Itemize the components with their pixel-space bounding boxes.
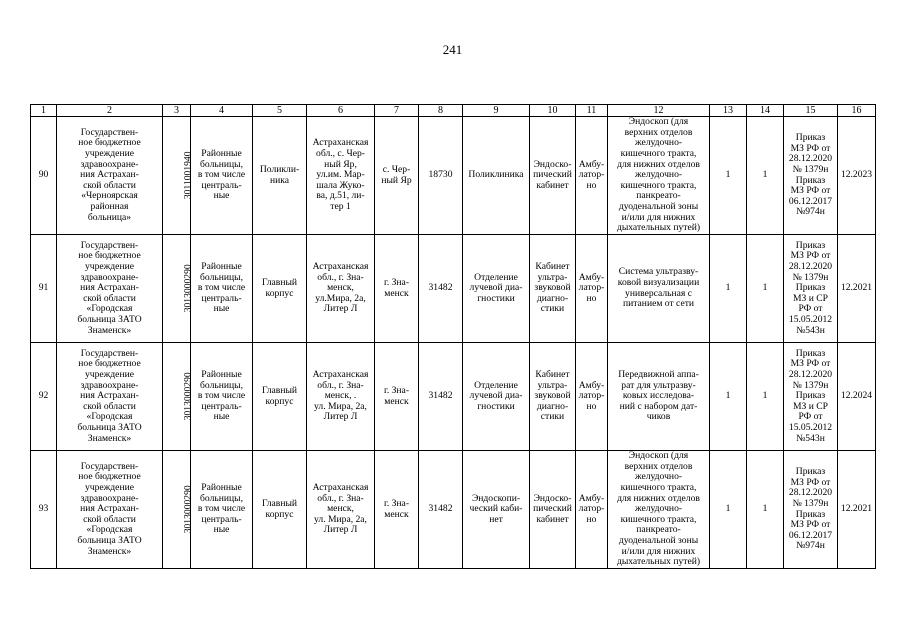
- text-line: больница ЗАТО: [77, 534, 142, 546]
- text-line: латор-: [578, 169, 605, 181]
- text-line: г. Зна-: [383, 384, 410, 396]
- facility-type: [191, 343, 253, 451]
- text-line: обл., г. Зна-: [317, 271, 364, 283]
- text-line: здравоохране-: [80, 158, 139, 170]
- care-conditions: [576, 343, 608, 451]
- text-line: Приказ: [795, 239, 826, 251]
- locality: [375, 343, 419, 451]
- text-line: диагно-: [536, 292, 569, 304]
- text-line: гностики: [477, 400, 515, 412]
- text-line: централь-: [201, 400, 242, 412]
- text-line: Государствен-: [80, 239, 139, 251]
- text-line: централь-: [201, 513, 242, 525]
- text-line: Передвижной аппа-: [618, 369, 699, 381]
- organization-code: 3013000290: [163, 343, 191, 451]
- text-line: централь-: [201, 292, 242, 304]
- text-line: диагно-: [536, 400, 569, 412]
- text-line: верхних отделов: [624, 126, 693, 138]
- delivery-date: 12.2021: [838, 451, 876, 569]
- quantity-13: 1: [710, 117, 747, 235]
- text-line: и/или для нижних: [621, 211, 696, 223]
- text-line: Приказ: [795, 132, 826, 144]
- index-code: 31482: [419, 235, 463, 343]
- column-header: 14: [747, 105, 784, 117]
- text-line: 06.12.2017: [788, 529, 833, 541]
- text-line: латор-: [578, 390, 605, 402]
- text-line: для нижних отделов: [617, 158, 700, 170]
- organization-name: [57, 235, 163, 343]
- equipment: [608, 117, 710, 235]
- text-line: Отделение: [474, 271, 518, 283]
- column-header: 4: [191, 105, 253, 117]
- row-number: 93: [31, 451, 57, 569]
- text-line: гностики: [477, 292, 515, 304]
- text-line: 15.05.2012: [788, 313, 833, 325]
- organization-name: [57, 343, 163, 451]
- text-line: ные: [213, 190, 230, 202]
- text-line: 28.12.2020: [788, 487, 833, 499]
- text-line: больницы,: [200, 158, 243, 170]
- text-line: 28.12.2020: [788, 369, 833, 381]
- facility-type: [191, 235, 253, 343]
- text-line: желудочно-: [634, 137, 683, 149]
- column-header: 6: [307, 105, 375, 117]
- text-line: шала Жуко-: [316, 179, 365, 191]
- text-line: Астраханская: [312, 137, 369, 149]
- text-line: Система ультразву-: [618, 266, 699, 278]
- text-line: Отделение: [474, 379, 518, 391]
- text-line: лучевой диа-: [469, 390, 523, 402]
- text-line: ний с набором дат-: [619, 400, 698, 412]
- organization-code: 3011001940: [163, 117, 191, 235]
- text-line: № 1379н: [792, 163, 829, 175]
- text-line: дуоденальной зоны: [618, 200, 699, 212]
- text-line: здравоохране-: [80, 271, 139, 283]
- delivery-date: 12.2024: [838, 343, 876, 451]
- text-line: ное бюджетное: [78, 137, 141, 149]
- text-line: МЗ РФ от: [790, 519, 831, 531]
- text-line: Поликли-: [259, 163, 300, 175]
- text-line: РФ от: [798, 411, 823, 423]
- text-line: ул.им. Мар-: [316, 169, 365, 181]
- text-line: менск: [384, 395, 409, 407]
- index-code: 31482: [419, 451, 463, 569]
- text-line: ской области: [83, 400, 136, 412]
- text-line: Астраханская: [312, 261, 369, 273]
- text-line: Приказ: [795, 390, 826, 402]
- text-line: Литер Л: [323, 411, 358, 423]
- text-line: РФ от: [798, 303, 823, 315]
- text-line: Государствен-: [80, 347, 139, 359]
- text-line: ния Астрахан-: [80, 390, 139, 402]
- text-line: №543н: [796, 432, 825, 444]
- text-line: учреждение: [85, 261, 134, 273]
- text-line: учреждение: [85, 148, 134, 160]
- text-line: латор-: [578, 503, 605, 515]
- text-line: Государствен-: [80, 126, 139, 138]
- text-line: желудочно-: [634, 169, 683, 181]
- text-line: Знаменск»: [87, 545, 132, 557]
- text-line: дуоденальной зоны: [618, 534, 699, 546]
- text-line: корпус: [265, 287, 294, 299]
- text-line: кишечного тракта,: [620, 179, 697, 191]
- quantity-13: 1: [710, 343, 747, 451]
- organization-code: 3013000290: [163, 451, 191, 569]
- text-line: Приказ: [795, 508, 826, 520]
- text-line: верхних отделов: [624, 460, 693, 472]
- organization-name: [57, 117, 163, 235]
- text-line: ул. Мира, 2а,: [314, 513, 367, 525]
- regulatory-order: [784, 451, 838, 569]
- text-line: Астраханская: [312, 369, 369, 381]
- column-header: 10: [530, 105, 576, 117]
- text-line: ковых исследова-: [622, 390, 695, 402]
- locality: [375, 235, 419, 343]
- text-line: Амбу-: [578, 158, 605, 170]
- text-line: желудочно-: [634, 503, 683, 515]
- text-line: Литер Л: [323, 303, 358, 315]
- text-line: №543н: [796, 324, 825, 336]
- text-line: кишечного тракта,: [620, 513, 697, 525]
- column-header: 13: [710, 105, 747, 117]
- department: [463, 117, 530, 235]
- text-line: «Городская: [86, 303, 133, 315]
- text-line: «Городская: [86, 524, 133, 536]
- text-line: менск: [384, 287, 409, 299]
- column-header: 11: [576, 105, 608, 117]
- text-line: 15.05.2012: [788, 421, 833, 433]
- text-line: МЗ РФ от: [790, 476, 831, 488]
- column-header: 3: [163, 105, 191, 117]
- text-line: ской области: [83, 292, 136, 304]
- text-line: больница ЗАТО: [77, 313, 142, 325]
- table-body: [31, 117, 876, 569]
- text-line: районная: [90, 200, 129, 212]
- text-line: Районные: [201, 369, 242, 381]
- department: [463, 343, 530, 451]
- text-line: стики: [540, 411, 565, 423]
- care-conditions: [576, 451, 608, 569]
- row-number: 92: [31, 343, 57, 451]
- table-row: [31, 451, 876, 569]
- text-line: обл., г. Зна-: [317, 379, 364, 391]
- text-line: панкреато-: [636, 524, 681, 536]
- quantity-14: 1: [747, 235, 784, 343]
- text-line: г. Зна-: [383, 497, 410, 509]
- department: [463, 235, 530, 343]
- text-line: ультра-: [537, 271, 568, 283]
- text-line: МЗ и СР: [792, 292, 828, 304]
- text-line: Литер Л: [323, 524, 358, 536]
- table-row: [31, 117, 876, 235]
- text-line: в том числе: [197, 169, 246, 181]
- text-line: Эндоско-: [533, 492, 572, 504]
- quantity-14: 1: [747, 117, 784, 235]
- text-line: тер 1: [330, 200, 351, 212]
- text-line: дыхательных путей): [616, 222, 701, 234]
- text-line: латор-: [578, 282, 605, 294]
- text-line: рат для ультразву-: [621, 379, 696, 391]
- organization-name: [57, 451, 163, 569]
- text-line: Главный: [261, 497, 298, 509]
- text-line: но: [586, 400, 597, 412]
- text-line: в том числе: [197, 282, 246, 294]
- text-line: здравоохране-: [80, 492, 139, 504]
- column-header: 16: [838, 105, 876, 117]
- text-line: ный Яр: [381, 174, 412, 186]
- facility-type: [191, 117, 253, 235]
- text-line: панкреато-: [636, 190, 681, 202]
- text-line: Главный: [261, 276, 298, 288]
- table-row: [31, 235, 876, 343]
- text-line: менск,: [327, 503, 354, 515]
- text-line: учреждение: [85, 482, 134, 494]
- index-code: 31482: [419, 343, 463, 451]
- text-line: «Городская: [86, 411, 133, 423]
- column-header: 2: [57, 105, 163, 117]
- text-line: МЗ РФ от: [790, 142, 831, 154]
- text-line: Приказ: [795, 282, 826, 294]
- text-line: больницы,: [200, 379, 243, 391]
- delivery-date: 12.2023: [838, 117, 876, 235]
- text-line: лучевой диа-: [469, 282, 523, 294]
- text-line: Астраханская: [312, 482, 369, 494]
- equipment: [608, 235, 710, 343]
- text-line: Знаменск»: [87, 324, 132, 336]
- page-number: 241: [442, 42, 463, 57]
- text-line: дыхательных путей): [616, 556, 701, 568]
- address: [307, 343, 375, 451]
- text-line: менск, .: [324, 390, 357, 402]
- text-line: Районные: [201, 261, 242, 273]
- text-line: ния Астрахан-: [80, 169, 139, 181]
- text-line: 28.12.2020: [788, 261, 833, 273]
- text-line: больница ЗАТО: [77, 421, 142, 433]
- text-line: Районные: [201, 148, 242, 160]
- text-line: ва, д.51, ли-: [316, 190, 365, 202]
- text-line: корпус: [265, 395, 294, 407]
- text-line: Приказ: [795, 347, 826, 359]
- text-line: Эндоскопи-: [471, 492, 521, 504]
- column-header: 8: [419, 105, 463, 117]
- text-line: ния Астрахан-: [80, 282, 139, 294]
- text-line: Амбу-: [578, 271, 605, 283]
- text-line: Кабинет: [535, 369, 570, 381]
- text-line: ультра-: [537, 379, 568, 391]
- text-line: Кабинет: [535, 261, 570, 273]
- text-line: универсальная с: [625, 287, 692, 299]
- column-number-row: [31, 105, 876, 117]
- text-line: ул. Мира, 2а,: [314, 400, 367, 412]
- row-number: 91: [31, 235, 57, 343]
- text-line: ные: [213, 524, 230, 536]
- care-conditions: [576, 117, 608, 235]
- quantity-13: 1: [710, 451, 747, 569]
- text-line: Эндоско-: [533, 158, 572, 170]
- text-line: кабинет: [536, 179, 569, 191]
- text-line: Главный: [261, 384, 298, 396]
- text-line: чиков: [646, 411, 671, 423]
- text-line: №974н: [796, 206, 825, 218]
- text-line: Знаменск»: [87, 432, 132, 444]
- text-line: стики: [540, 303, 565, 315]
- equipment: [608, 343, 710, 451]
- text-line: с. Чер-: [382, 163, 411, 175]
- text-line: в том числе: [197, 503, 246, 515]
- text-line: учреждение: [85, 369, 134, 381]
- text-line: МЗ РФ от: [790, 250, 831, 262]
- quantity-13: 1: [710, 235, 747, 343]
- text-line: пический: [533, 503, 572, 515]
- text-line: Государствен-: [80, 460, 139, 472]
- text-line: № 1379н: [792, 497, 829, 509]
- text-line: ника: [269, 174, 290, 186]
- cabinet: [530, 451, 576, 569]
- regulatory-order: [784, 117, 838, 235]
- locality: [375, 117, 419, 235]
- text-line: МЗ и СР: [792, 400, 828, 412]
- text-line: менск,: [327, 282, 354, 294]
- equipment-register-table: [30, 104, 876, 569]
- regulatory-order: [784, 235, 838, 343]
- text-line: но: [586, 179, 597, 191]
- text-line: больницы,: [200, 492, 243, 504]
- text-line: централь-: [201, 179, 242, 191]
- text-line: № 1379н: [792, 271, 829, 283]
- text-line: «Черноярская: [81, 190, 138, 202]
- text-line: обл., г. Зна-: [317, 492, 364, 504]
- text-line: ской области: [83, 179, 136, 191]
- text-line: ное бюджетное: [78, 471, 141, 483]
- care-conditions: [576, 235, 608, 343]
- address: [307, 117, 375, 235]
- text-line: желудочно-: [634, 471, 683, 483]
- text-line: МЗ РФ от: [790, 358, 831, 370]
- text-line: для нижних отделов: [617, 492, 700, 504]
- text-line: Амбу-: [578, 379, 605, 391]
- department: [463, 451, 530, 569]
- text-line: 06.12.2017: [788, 195, 833, 207]
- text-line: ные: [213, 303, 230, 315]
- text-line: Поликлиника: [468, 169, 524, 181]
- text-line: питанием от сети: [622, 298, 695, 310]
- text-line: обл., с. Чер-: [316, 148, 365, 160]
- cabinet: [530, 117, 576, 235]
- text-line: и/или для нижних: [621, 545, 696, 557]
- column-header: 9: [463, 105, 530, 117]
- text-line: но: [586, 292, 597, 304]
- building-name: [253, 451, 307, 569]
- text-line: ные: [213, 411, 230, 423]
- organization-code: 3013000290: [163, 235, 191, 343]
- text-line: Амбу-: [578, 492, 605, 504]
- text-line: ния Астрахан-: [80, 503, 139, 515]
- text-line: МЗ РФ от: [790, 185, 831, 197]
- address: [307, 451, 375, 569]
- text-line: кабинет: [536, 513, 569, 525]
- column-header: 5: [253, 105, 307, 117]
- cabinet: [530, 343, 576, 451]
- text-line: кишечного тракта,: [620, 148, 697, 160]
- locality: [375, 451, 419, 569]
- delivery-date: 12.2021: [838, 235, 876, 343]
- text-line: ное бюджетное: [78, 358, 141, 370]
- text-line: звуковой: [534, 390, 571, 402]
- text-line: менск: [384, 508, 409, 520]
- quantity-14: 1: [747, 343, 784, 451]
- quantity-14: 1: [747, 451, 784, 569]
- column-header: 7: [375, 105, 419, 117]
- table-row: [31, 343, 876, 451]
- text-line: ческий каби-: [469, 503, 523, 515]
- text-line: кишечного тракта,: [620, 482, 697, 494]
- facility-type: [191, 451, 253, 569]
- equipment: [608, 451, 710, 569]
- text-line: больница»: [87, 211, 132, 223]
- address: [307, 235, 375, 343]
- building-name: [253, 235, 307, 343]
- text-line: ный Яр,: [324, 158, 357, 170]
- text-line: Эндоскоп (для: [628, 116, 689, 128]
- text-line: нет: [489, 513, 503, 525]
- text-line: Приказ: [795, 174, 826, 186]
- text-line: в том числе: [197, 390, 246, 402]
- text-line: здравоохране-: [80, 379, 139, 391]
- column-header: 12: [608, 105, 710, 117]
- text-line: но: [586, 513, 597, 525]
- text-line: корпус: [265, 508, 294, 520]
- building-name: [253, 117, 307, 235]
- text-line: ковой визуализации: [617, 276, 700, 288]
- text-line: ул.Мира, 2а,: [315, 292, 366, 304]
- text-line: Эндоскоп (для: [628, 450, 689, 462]
- text-line: пический: [533, 169, 572, 181]
- column-header: 15: [784, 105, 838, 117]
- row-number: 90: [31, 117, 57, 235]
- index-code: 18730: [419, 117, 463, 235]
- text-line: №974н: [796, 540, 825, 552]
- regulatory-order: [784, 343, 838, 451]
- text-line: звуковой: [534, 282, 571, 294]
- text-line: ской области: [83, 513, 136, 525]
- text-line: Приказ: [795, 466, 826, 478]
- text-line: № 1379н: [792, 379, 829, 391]
- building-name: [253, 343, 307, 451]
- column-header: 1: [31, 105, 57, 117]
- text-line: 28.12.2020: [788, 153, 833, 165]
- text-line: больницы,: [200, 271, 243, 283]
- text-line: ное бюджетное: [78, 250, 141, 262]
- text-line: Районные: [201, 482, 242, 494]
- text-line: г. Зна-: [383, 276, 410, 288]
- cabinet: [530, 235, 576, 343]
